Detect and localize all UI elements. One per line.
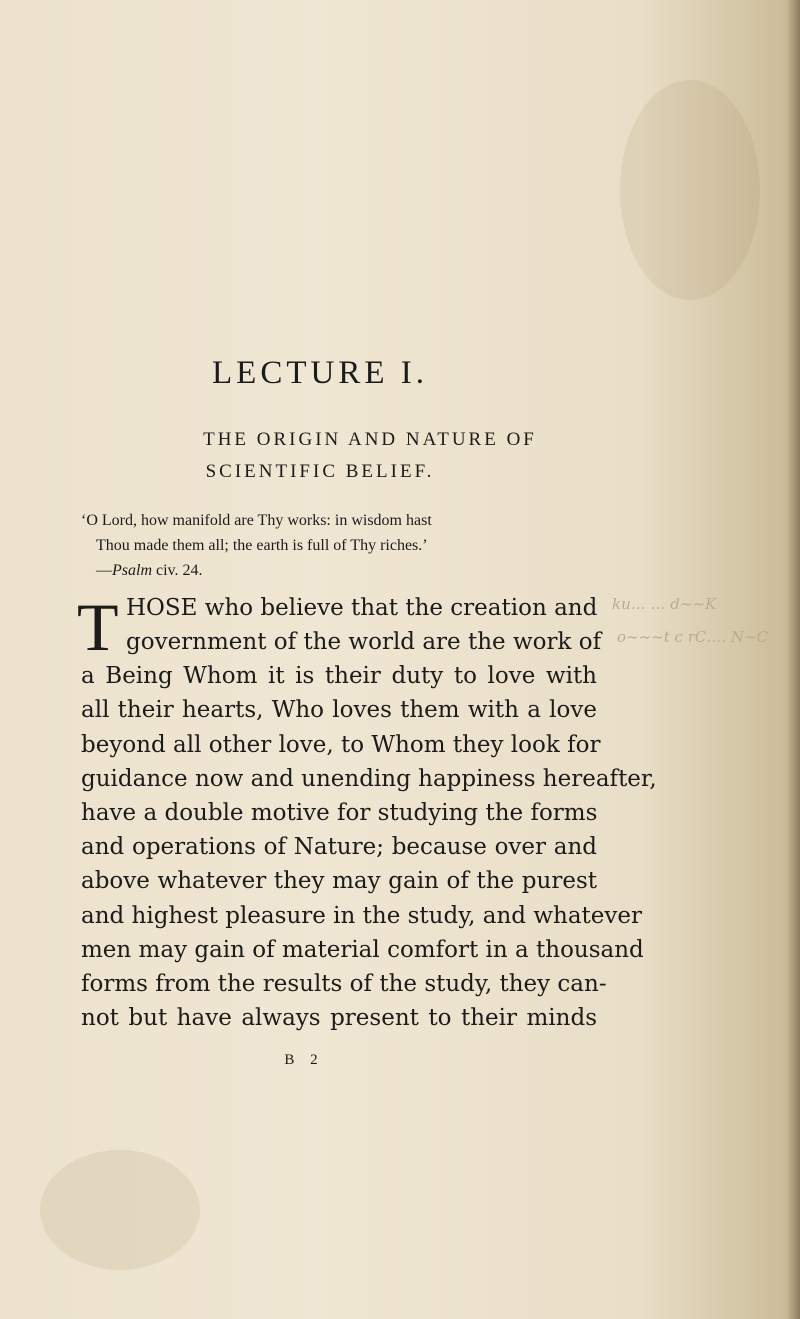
subtitle-line-2: SCIENTIFIC BELIEF. <box>205 461 435 482</box>
handwritten-annotation: ku… … d~~K <box>612 595 717 613</box>
epigraph-source-name: Psalm <box>112 562 152 579</box>
drop-cap: T <box>77 589 119 665</box>
body-line: above whatever they may gain of the purest <box>81 868 597 894</box>
epigraph-line-1: ‘O Lord, how manifold are Thy works: in wisdom hast <box>81 512 432 529</box>
body-line: forms from the results of the study, they can- <box>81 971 607 997</box>
page-edge-shadow <box>786 0 800 1319</box>
signature-mark: B 2 <box>284 1052 324 1068</box>
body-line: a Being Whom it is their duty to love with <box>81 663 597 689</box>
subtitle-line-1: THE ORIGIN AND NATURE OF <box>203 429 537 450</box>
body-line: not but have always present to their minds <box>81 1005 597 1031</box>
epigraph-line-2: Thou made them all; the earth is full of Thy riches.’ <box>96 537 428 554</box>
body-line: and highest pleasure in the study, and whatever <box>81 903 642 929</box>
paper-stain <box>40 1150 200 1270</box>
body-line: all their hearts, Who loves them with a love <box>81 697 597 723</box>
epigraph-source-prefix: — <box>96 562 112 579</box>
body-line: men may gain of material comfort in a thousand <box>81 937 644 963</box>
body-line: HOSE who believe that the creation and <box>126 595 598 621</box>
body-line: government of the world are the work of <box>126 629 602 655</box>
lecture-title: LECTURE I. <box>212 355 428 391</box>
handwritten-annotation: o~~~t c rC…. N~C <box>617 628 769 646</box>
body-line: guidance now and unending happiness hereafter, <box>81 766 657 792</box>
epigraph-source <box>96 562 203 580</box>
paper-stain <box>620 80 760 300</box>
body-line: beyond all other love, to Whom they look for <box>81 732 601 758</box>
epigraph-source-ref: civ. 24. <box>152 562 203 579</box>
body-line: and operations of Nature; because over and <box>81 834 597 860</box>
body-line: have a double motive for studying the forms <box>81 800 598 826</box>
